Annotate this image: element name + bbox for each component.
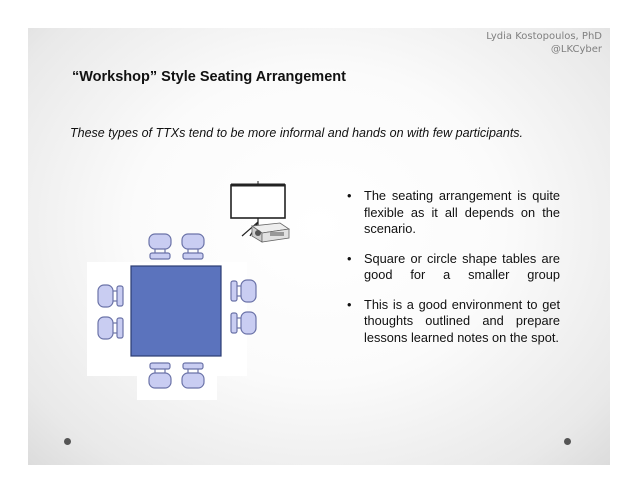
chair-icon [149, 363, 171, 388]
chair-icon [182, 234, 204, 259]
chair-icon [98, 285, 123, 307]
projector-icon [252, 223, 289, 242]
chair-icon [98, 317, 123, 339]
chair-icon [231, 312, 256, 334]
chair-icon [149, 234, 171, 259]
chair-icon [231, 280, 256, 302]
bullet-item: • The seating arrangement is quite flexible as it all depends on the scenario. [344, 188, 560, 238]
slide-title: “Workshop” Style Seating Arrangement [72, 69, 346, 85]
table-icon [131, 266, 221, 356]
author-handle: @LKCyber [550, 44, 602, 55]
slide-corner-dot-left [64, 438, 71, 445]
chair-icon [182, 363, 204, 388]
bullet-item: • This is a good environment to get thoughts outlined and prepare lessons learned notes on the spot. [344, 297, 560, 347]
author-name: Lydia Kostopoulos, PhD [486, 31, 602, 42]
slide-corner-dot-right [564, 438, 571, 445]
slide-subtitle: These types of TTXs tend to be more informal and hands on with few participants. [70, 126, 524, 140]
bullet-item: • Square or circle shape tables are good for a smaller group [344, 251, 560, 284]
